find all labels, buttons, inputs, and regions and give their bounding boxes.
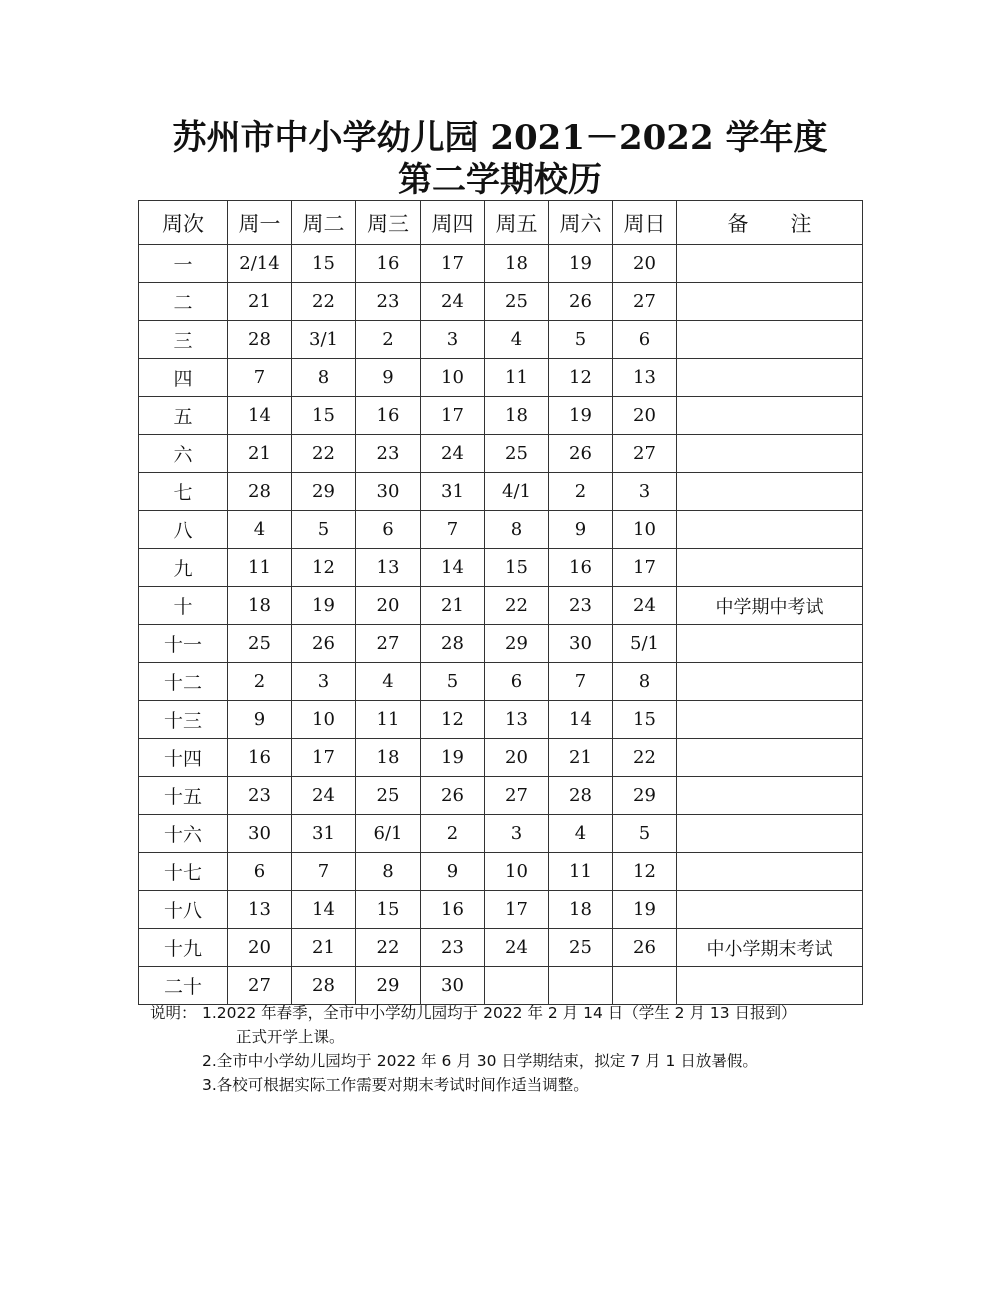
date-cell-tue: 19: [292, 587, 356, 625]
date-cell-fri: 3: [485, 815, 549, 853]
date-cell-sat: 26: [549, 435, 613, 473]
table-row: [139, 967, 863, 1005]
date-cell-sun: 20: [613, 245, 677, 283]
date-cell-sat: 30: [549, 625, 613, 663]
date-cell-mon: 11: [228, 549, 292, 587]
header-remarks: 备 注: [677, 201, 863, 245]
header-saturday: 周六: [549, 201, 613, 245]
date-cell-mon: 20: [228, 929, 292, 967]
date-cell-thu: 12: [421, 701, 485, 739]
date-cell-sun: 8: [613, 663, 677, 701]
date-cell-wed: 20: [356, 587, 421, 625]
date-cell-wed: 29: [356, 967, 421, 1005]
date-cell-thu: 26: [421, 777, 485, 815]
date-cell-fri: 25: [485, 435, 549, 473]
week-number-cell: 三: [139, 321, 228, 359]
remark-cell: [677, 549, 863, 587]
week-number-cell: 十: [139, 587, 228, 625]
date-cell-wed: 6/1: [356, 815, 421, 853]
notes-section: [150, 1001, 870, 1097]
table-row: [139, 321, 863, 359]
date-cell-wed: 15: [356, 891, 421, 929]
date-cell-wed: 8: [356, 853, 421, 891]
date-cell-sun: 5: [613, 815, 677, 853]
date-cell-mon: 6: [228, 853, 292, 891]
week-number-cell: 一: [139, 245, 228, 283]
date-cell-fri: 4/1: [485, 473, 549, 511]
date-cell-fri: 22: [485, 587, 549, 625]
date-cell-mon: 27: [228, 967, 292, 1005]
week-number-cell: 四: [139, 359, 228, 397]
table-row: [139, 625, 863, 663]
remark-cell: 中学期中考试: [677, 587, 863, 625]
header-monday: 周一: [228, 201, 292, 245]
date-cell-tue: 24: [292, 777, 356, 815]
header-wednesday: 周三: [356, 201, 421, 245]
date-cell-sun: 17: [613, 549, 677, 587]
date-cell-wed: 9: [356, 359, 421, 397]
date-cell-mon: 18: [228, 587, 292, 625]
table-row: [139, 929, 863, 967]
week-number-cell: 十一: [139, 625, 228, 663]
date-cell-fri: 25: [485, 283, 549, 321]
date-cell-fri: 8: [485, 511, 549, 549]
date-cell-mon: 28: [228, 473, 292, 511]
date-cell-sun: 26: [613, 929, 677, 967]
date-cell-sat: 12: [549, 359, 613, 397]
date-cell-mon: 30: [228, 815, 292, 853]
header-thursday: 周四: [421, 201, 485, 245]
date-cell-thu: 28: [421, 625, 485, 663]
remark-cell: [677, 511, 863, 549]
date-cell-sat: 7: [549, 663, 613, 701]
date-cell-sun: 29: [613, 777, 677, 815]
date-cell-tue: 12: [292, 549, 356, 587]
date-cell-tue: 15: [292, 397, 356, 435]
date-cell-mon: 4: [228, 511, 292, 549]
week-number-cell: 十六: [139, 815, 228, 853]
date-cell-fri: 17: [485, 891, 549, 929]
date-cell-wed: 30: [356, 473, 421, 511]
table-row: [139, 435, 863, 473]
date-cell-sun: 13: [613, 359, 677, 397]
date-cell-thu: 5: [421, 663, 485, 701]
date-cell-wed: 18: [356, 739, 421, 777]
date-cell-sun: 6: [613, 321, 677, 359]
date-cell-thu: 2: [421, 815, 485, 853]
date-cell-tue: 22: [292, 435, 356, 473]
date-cell-wed: 27: [356, 625, 421, 663]
page-subtitle: 第二学期校历: [398, 160, 602, 200]
date-cell-sun: 20: [613, 397, 677, 435]
remark-cell: [677, 435, 863, 473]
date-cell-sun: 24: [613, 587, 677, 625]
date-cell-sat: 23: [549, 587, 613, 625]
date-cell-wed: 16: [356, 397, 421, 435]
date-cell-tue: 5: [292, 511, 356, 549]
date-cell-sat: 26: [549, 283, 613, 321]
date-cell-thu: 23: [421, 929, 485, 967]
date-cell-sat: 19: [549, 245, 613, 283]
week-number-cell: 十二: [139, 663, 228, 701]
week-number-cell: 九: [139, 549, 228, 587]
date-cell-fri: 29: [485, 625, 549, 663]
remark-cell: [677, 625, 863, 663]
date-cell-mon: 2: [228, 663, 292, 701]
date-cell-tue: 29: [292, 473, 356, 511]
date-cell-sat: 18: [549, 891, 613, 929]
remark-cell: [677, 473, 863, 511]
table-row: [139, 777, 863, 815]
date-cell-mon: 21: [228, 435, 292, 473]
date-cell-tue: 21: [292, 929, 356, 967]
table-header-row: [139, 201, 863, 245]
date-cell-wed: 23: [356, 435, 421, 473]
week-number-cell: 十九: [139, 929, 228, 967]
remark-cell: [677, 245, 863, 283]
date-cell-tue: 17: [292, 739, 356, 777]
date-cell-sat: 11: [549, 853, 613, 891]
week-number-cell: 十四: [139, 739, 228, 777]
date-cell-fri: 11: [485, 359, 549, 397]
date-cell-fri: 13: [485, 701, 549, 739]
date-cell-sat: 5: [549, 321, 613, 359]
header-week: 周次: [139, 201, 228, 245]
date-cell-mon: 16: [228, 739, 292, 777]
date-cell-sat: 9: [549, 511, 613, 549]
date-cell-mon: 14: [228, 397, 292, 435]
header-friday: 周五: [485, 201, 549, 245]
date-cell-sun: 27: [613, 283, 677, 321]
remark-cell: [677, 397, 863, 435]
table-row: [139, 853, 863, 891]
week-number-cell: 八: [139, 511, 228, 549]
date-cell-sun: 22: [613, 739, 677, 777]
date-cell-wed: 16: [356, 245, 421, 283]
date-cell-sun: 15: [613, 701, 677, 739]
date-cell-wed: 23: [356, 283, 421, 321]
week-number-cell: 六: [139, 435, 228, 473]
remark-cell: 中小学期末考试: [677, 929, 863, 967]
week-number-cell: 十八: [139, 891, 228, 929]
header-sunday: 周日: [613, 201, 677, 245]
remark-cell: [677, 283, 863, 321]
date-cell-mon: 2/14: [228, 245, 292, 283]
date-cell-fri: 24: [485, 929, 549, 967]
date-cell-thu: 19: [421, 739, 485, 777]
date-cell-tue: 8: [292, 359, 356, 397]
table-row: [139, 701, 863, 739]
date-cell-mon: 7: [228, 359, 292, 397]
table-row: [139, 511, 863, 549]
table-row: [139, 473, 863, 511]
date-cell-sun: 10: [613, 511, 677, 549]
date-cell-thu: 10: [421, 359, 485, 397]
table-row: [139, 283, 863, 321]
date-cell-thu: 31: [421, 473, 485, 511]
date-cell-tue: 3/1: [292, 321, 356, 359]
table-row: [139, 891, 863, 929]
week-number-cell: 五: [139, 397, 228, 435]
date-cell-thu: 3: [421, 321, 485, 359]
date-cell-wed: 6: [356, 511, 421, 549]
date-cell-mon: 21: [228, 283, 292, 321]
table-row: [139, 815, 863, 853]
date-cell-tue: 22: [292, 283, 356, 321]
date-cell-thu: 17: [421, 397, 485, 435]
table-row: [139, 359, 863, 397]
table-row: [139, 397, 863, 435]
date-cell-thu: 24: [421, 435, 485, 473]
date-cell-tue: 14: [292, 891, 356, 929]
date-cell-tue: 15: [292, 245, 356, 283]
date-cell-wed: 25: [356, 777, 421, 815]
table-row: [139, 549, 863, 587]
date-cell-sat: 19: [549, 397, 613, 435]
date-cell-fri: 15: [485, 549, 549, 587]
remark-cell: [677, 967, 863, 1005]
date-cell-fri: 18: [485, 245, 549, 283]
date-cell-fri: 4: [485, 321, 549, 359]
date-cell-fri: 27: [485, 777, 549, 815]
remark-cell: [677, 739, 863, 777]
date-cell-thu: 7: [421, 511, 485, 549]
date-cell-wed: 22: [356, 929, 421, 967]
date-cell-sat: 28: [549, 777, 613, 815]
note-item-3: 3.各校可根据实际工作需要对期末考试时间作适当调整。: [202, 1076, 589, 1094]
date-cell-fri: 6: [485, 663, 549, 701]
date-cell-wed: 2: [356, 321, 421, 359]
date-cell-sat: [549, 967, 613, 1005]
remark-cell: [677, 853, 863, 891]
date-cell-sat: 16: [549, 549, 613, 587]
date-cell-tue: 10: [292, 701, 356, 739]
week-number-cell: 二十: [139, 967, 228, 1005]
note-item-2: 2.全市中小学幼儿园均于 2022 年 6 月 30 日学期结束，拟定 7 月 1 日放暑假。: [202, 1052, 758, 1070]
table-row: [139, 663, 863, 701]
remark-cell: [677, 815, 863, 853]
date-cell-sun: 3: [613, 473, 677, 511]
date-cell-thu: 14: [421, 549, 485, 587]
date-cell-wed: 4: [356, 663, 421, 701]
date-cell-fri: 10: [485, 853, 549, 891]
date-cell-sun: 12: [613, 853, 677, 891]
week-number-cell: 十五: [139, 777, 228, 815]
date-cell-sun: 5/1: [613, 625, 677, 663]
date-cell-fri: 18: [485, 397, 549, 435]
date-cell-thu: 24: [421, 283, 485, 321]
notes-label: 说明：: [150, 1004, 197, 1022]
date-cell-sun: [613, 967, 677, 1005]
week-number-cell: 七: [139, 473, 228, 511]
date-cell-sun: 19: [613, 891, 677, 929]
week-number-cell: 二: [139, 283, 228, 321]
note-item-1: 1.2022 年春季，全市中小学幼儿园均于 2022 年 2 月 14 日（学生 2 月 13 日报到）: [202, 1004, 797, 1022]
date-cell-sun: 27: [613, 435, 677, 473]
note-item-1-continued: 正式开学上课。: [236, 1028, 345, 1046]
date-cell-mon: 9: [228, 701, 292, 739]
date-cell-tue: 3: [292, 663, 356, 701]
date-cell-sat: 21: [549, 739, 613, 777]
date-cell-thu: 9: [421, 853, 485, 891]
date-cell-thu: 21: [421, 587, 485, 625]
date-cell-tue: 7: [292, 853, 356, 891]
table-row: [139, 739, 863, 777]
date-cell-thu: 17: [421, 245, 485, 283]
page-title: 苏州市中小学幼儿园 2021－2022 学年度: [172, 118, 828, 158]
date-cell-thu: 30: [421, 967, 485, 1005]
table-row: [139, 245, 863, 283]
date-cell-tue: 26: [292, 625, 356, 663]
remark-cell: [677, 663, 863, 701]
remark-cell: [677, 777, 863, 815]
date-cell-wed: 13: [356, 549, 421, 587]
remark-cell: [677, 321, 863, 359]
table-row: [139, 587, 863, 625]
remark-cell: [677, 359, 863, 397]
date-cell-sat: 4: [549, 815, 613, 853]
week-number-cell: 十七: [139, 853, 228, 891]
date-cell-mon: 28: [228, 321, 292, 359]
date-cell-mon: 23: [228, 777, 292, 815]
date-cell-sat: 25: [549, 929, 613, 967]
date-cell-fri: [485, 967, 549, 1005]
date-cell-tue: 31: [292, 815, 356, 853]
date-cell-sat: 14: [549, 701, 613, 739]
date-cell-sat: 2: [549, 473, 613, 511]
school-calendar-table: [138, 200, 863, 1005]
date-cell-thu: 16: [421, 891, 485, 929]
week-number-cell: 十三: [139, 701, 228, 739]
date-cell-mon: 25: [228, 625, 292, 663]
header-tuesday: 周二: [292, 201, 356, 245]
date-cell-fri: 20: [485, 739, 549, 777]
date-cell-tue: 28: [292, 967, 356, 1005]
remark-cell: [677, 891, 863, 929]
date-cell-mon: 13: [228, 891, 292, 929]
remark-cell: [677, 701, 863, 739]
date-cell-wed: 11: [356, 701, 421, 739]
table-body: [139, 245, 863, 1005]
